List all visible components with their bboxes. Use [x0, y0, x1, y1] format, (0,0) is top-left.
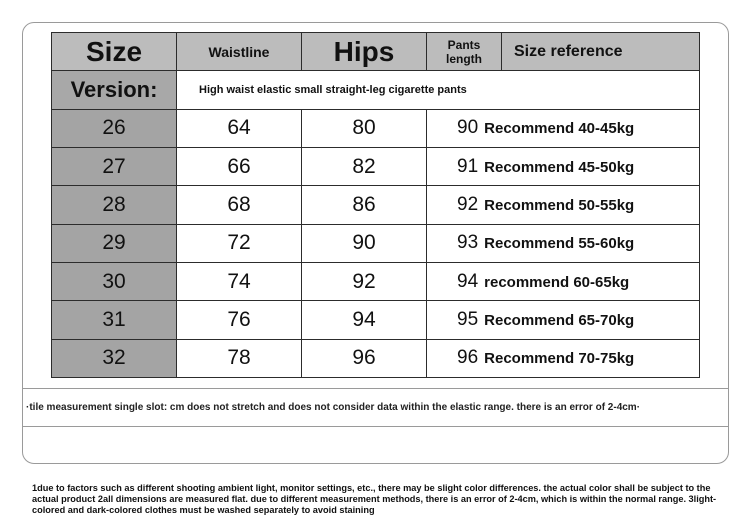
footer-note: 1due to factors such as different shooting ambient light, monitor settings, etc., there may be slight color differences. the actual color shall be subject to the actual product 2all dimensions are measured flat. due to different measurement methods, there is an error of 2-4cm, which is within the normal range. 3light-colored and dark-colored clothes must be washed separately to avoid staining [32, 483, 717, 515]
header-pants-length-line2: length [446, 51, 482, 66]
size-reference-text: Recommend 50-55kg [484, 196, 635, 214]
waistline-cell: 64 [177, 109, 302, 147]
size-cell: 30 [52, 262, 177, 300]
pants-length-and-reference-cell [427, 147, 700, 185]
size-cell: 26 [52, 109, 177, 147]
hips-cell: 94 [302, 301, 427, 339]
hips-cell: 80 [302, 109, 427, 147]
waistline-cell: 66 [177, 147, 302, 185]
size-cell: 32 [52, 339, 177, 377]
pants-length-value: 95 [457, 308, 479, 330]
table-row [52, 224, 700, 262]
measurement-note: ·tile measurement single slot: cm does not stretch and does not consider data within the elastic range. there is an error of 2-4cm· [26, 402, 641, 413]
pants-length-value: 92 [457, 193, 479, 215]
waistline-cell: 74 [177, 262, 302, 300]
size-cell: 29 [52, 224, 177, 262]
size-reference-text: Recommend 40-45kg [484, 120, 635, 138]
pants-length-and-reference-cell [427, 262, 700, 300]
waistline-cell: 78 [177, 339, 302, 377]
hips-cell: 82 [302, 147, 427, 185]
size-reference-text: Recommend 55-60kg [484, 235, 635, 253]
pants-length-and-reference-cell [427, 109, 700, 147]
size-reference-text: Recommend 65-70kg [484, 311, 635, 329]
pants-length-and-reference-cell [427, 224, 700, 262]
size-cell: 28 [52, 186, 177, 224]
table-row [52, 186, 700, 224]
table-row [52, 262, 700, 300]
pants-length-value: 90 [457, 117, 479, 139]
pants-length-and-reference-cell [427, 186, 700, 224]
waistline-cell: 72 [177, 224, 302, 262]
size-table [51, 32, 700, 378]
size-reference-text: recommend 60-65kg [484, 273, 630, 291]
header-size: Size [52, 33, 177, 71]
table-row [52, 301, 700, 339]
waistline-cell: 76 [177, 301, 302, 339]
header-size-reference: Size reference [502, 33, 700, 71]
pants-length-value: 96 [457, 347, 479, 369]
pants-length-and-reference-cell [427, 301, 700, 339]
note-divider-bottom [22, 426, 728, 427]
header-hips: Hips [302, 33, 427, 71]
table-row [52, 109, 700, 147]
header-pants-length [427, 33, 502, 71]
size-cell: 27 [52, 147, 177, 185]
pants-length-and-reference-cell [427, 339, 700, 377]
pants-length-value: 93 [457, 232, 479, 254]
header-row [52, 33, 700, 71]
size-reference-text: Recommend 70-75kg [484, 350, 635, 368]
version-text: High waist elastic small straight-leg cigarette pants [177, 71, 700, 109]
pants-length-value: 91 [457, 155, 479, 177]
hips-cell: 90 [302, 224, 427, 262]
table-row [52, 339, 700, 377]
hips-cell: 92 [302, 262, 427, 300]
pants-length-value: 94 [457, 270, 479, 292]
size-reference-text: Recommend 45-50kg [484, 158, 635, 176]
size-cell: 31 [52, 301, 177, 339]
version-row [52, 71, 700, 109]
waistline-cell: 68 [177, 186, 302, 224]
hips-cell: 96 [302, 339, 427, 377]
table-row [52, 147, 700, 185]
note-divider-top [22, 388, 728, 389]
version-label: Version: [52, 71, 177, 109]
hips-cell: 86 [302, 186, 427, 224]
header-waistline: Waistline [177, 33, 302, 71]
header-pants-length-line1: Pants [447, 37, 481, 52]
